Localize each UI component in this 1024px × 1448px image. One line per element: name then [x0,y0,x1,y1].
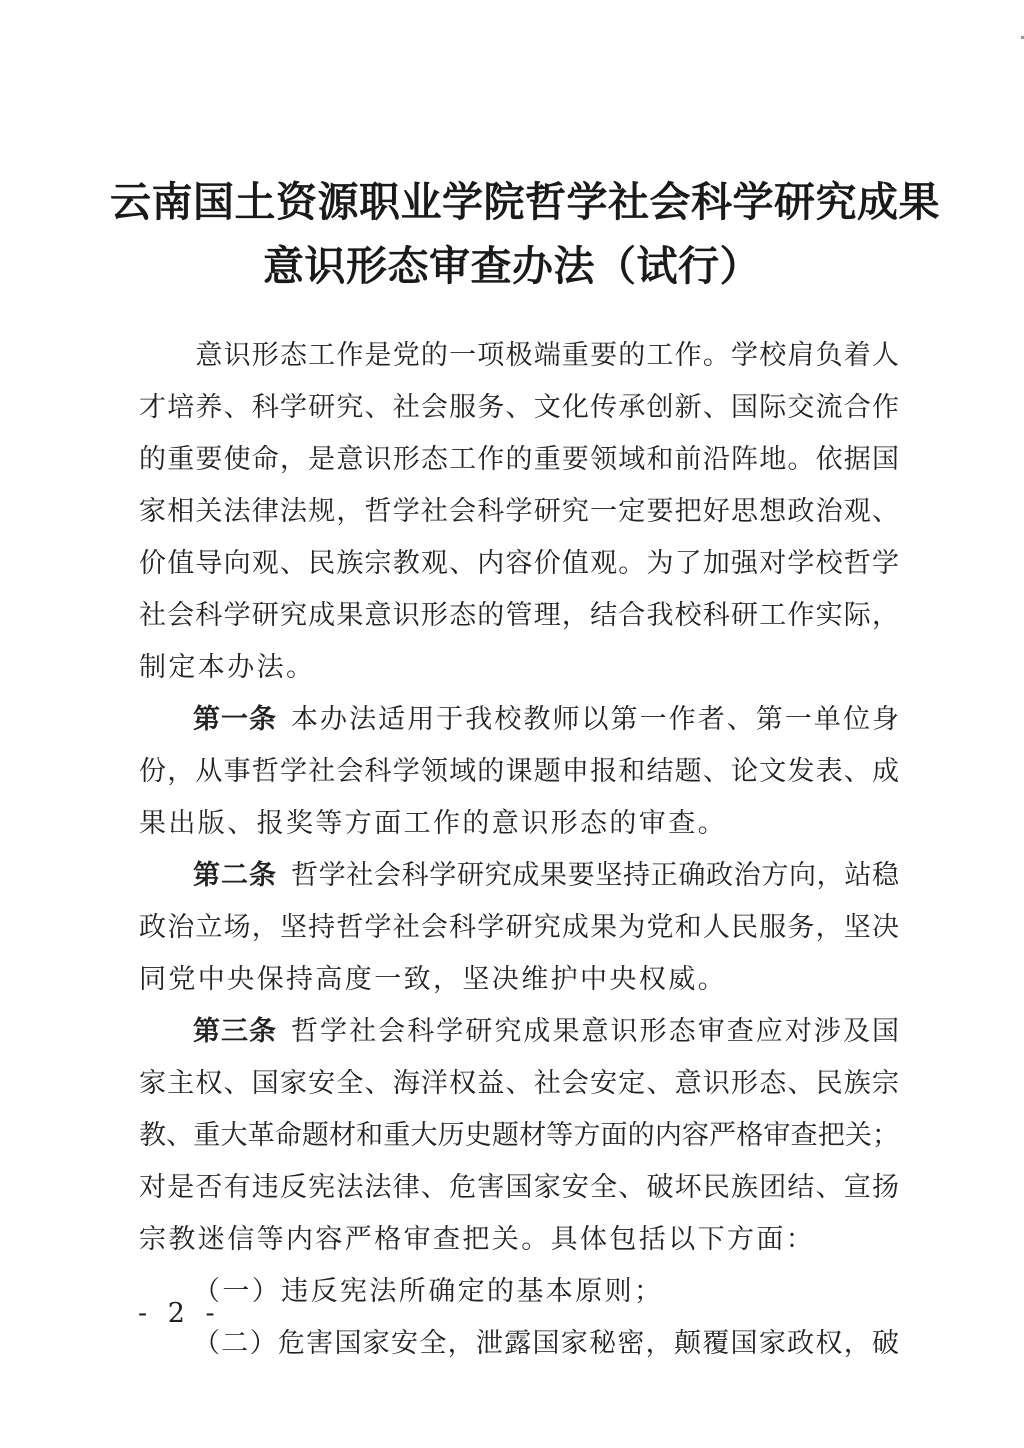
article-3-line: 宗教迷信等内容严格审查把关。具体包括以下方面： [139,1224,816,1255]
article-1-line: 份，从事哲学社会科学领域的课题申报和结题、论文发表、成 [139,756,899,787]
preamble-line: 社会科学研究成果意识形态的管理，结合我校科研工作实际， [139,600,899,631]
article-2-text: 哲学社会科学研究成果要坚持正确政治方向，站稳 [291,860,899,891]
preamble-line: 制定本办法。 [139,652,316,683]
article-1-heading: 第一条 [193,704,277,735]
article-2-heading: 第二条 [193,860,277,891]
article-3-line: 家主权、国家安全、海洋权益、社会安定、意识形态、民族宗 [139,1068,899,1099]
preamble-line: 的重要使命，是意识形态工作的重要领域和前沿阵地。依据国 [139,444,899,475]
page-number: - 2 - [138,1298,221,1329]
article-2-line: 同党中央保持高度一致，坚决维护中央权威。 [139,964,727,995]
article-1-text: 本办法适用于我校教师以第一作者、第一单位身 [291,704,899,735]
article-3-line: 对是否有违反宪法法律、危害国家安全、破坏民族团结、宣扬 [139,1172,899,1203]
preamble-line: 才培养、科学研究、社会服务、文化传承创新、国际交流合作 [139,392,899,423]
list-item: （二）危害国家安全，泄露国家秘密，颠覆国家政权，破 [193,1328,899,1359]
article-3-line: 教、重大革命题材和重大历史题材等方面的内容严格审查把关； [139,1120,899,1151]
preamble-line: 价值导向观、民族宗教观、内容价值观。为了加强对学校哲学 [139,548,899,579]
list-item: （一）违反宪法所确定的基本原则； [193,1276,664,1307]
document-title-line-2: 意识形态审查办法（试行） [263,242,761,290]
article-3-first-line [193,1006,899,1058]
article-2-first-line [193,850,899,902]
document-title-line-1: 云南国土资源职业学院哲学社会科学研究成果 [110,178,940,226]
article-1-first-line [193,694,899,746]
preamble-line: 意识形态工作是党的一项极端重要的工作。学校肩负着人 [139,340,899,371]
article-2-line: 政治立场，坚持哲学社会科学研究成果为党和人民服务，坚决 [139,912,899,943]
article-3-text: 哲学社会科学研究成果意识形态审查应对涉及国 [291,1016,899,1047]
article-1-line: 果出版、报奖等方面工作的意识形态的审查。 [139,808,727,839]
preamble-line: 家相关法律法规，哲学社会科学研究一定要把好思想政治观、 [139,496,899,527]
article-3-heading: 第三条 [193,1016,277,1047]
